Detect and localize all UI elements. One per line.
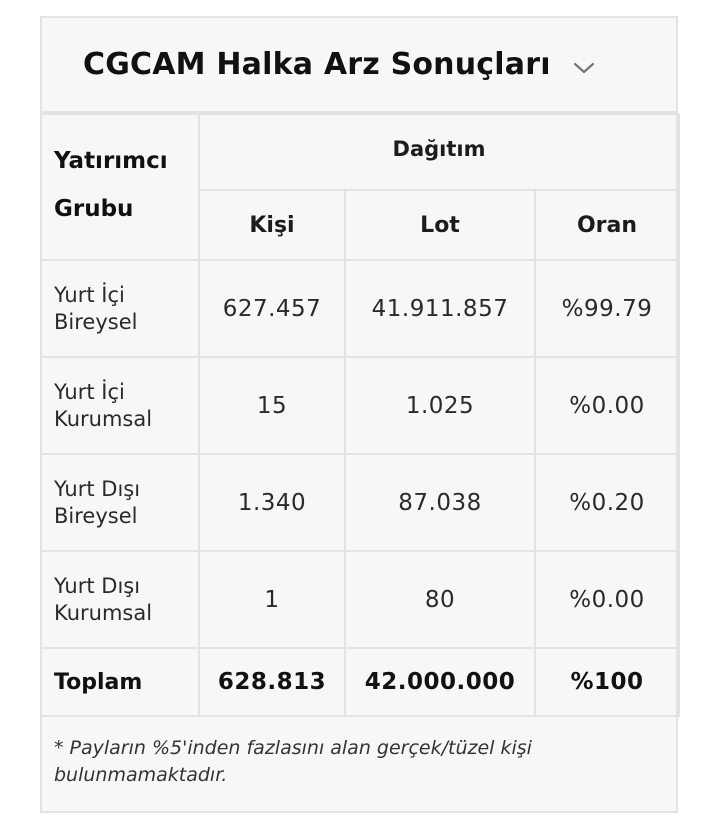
results-table: [40, 113, 680, 717]
cell-lot: 41.911.857: [345, 260, 535, 357]
header-kisi: Kişi: [199, 190, 345, 260]
header-oran: Oran: [535, 190, 679, 260]
row-group-line2: Bireysel: [54, 309, 138, 334]
row-group-line2: Bireysel: [54, 503, 138, 528]
ipo-results-card: [40, 16, 678, 813]
cell-oran: %99.79: [535, 260, 679, 357]
row-group-line1: Yurt İçi: [54, 379, 125, 404]
table-row: [41, 454, 679, 551]
table-row: [41, 551, 679, 648]
total-lot: 42.000.000: [345, 648, 535, 716]
row-group-line2: Kurumsal: [54, 600, 153, 625]
cell-lot: 1.025: [345, 357, 535, 454]
row-group-label: [41, 551, 199, 648]
header-distribution: Dağıtım: [199, 114, 679, 190]
row-group-line2: Kurumsal: [54, 406, 153, 431]
chevron-down-icon[interactable]: [571, 58, 597, 78]
header-investor-group: [41, 114, 199, 260]
cell-kisi: 1: [199, 551, 345, 648]
table-row: [41, 357, 679, 454]
total-row: [41, 648, 679, 716]
card-title: CGCAM Halka Arz Sonuçları: [83, 47, 551, 82]
cell-kisi: 1.340: [199, 454, 345, 551]
footnote: * Payların %5'inden fazlasını alan gerçek/tüzel kişi bulunmamaktadır.: [54, 737, 532, 786]
total-label: Toplam: [41, 648, 199, 716]
cell-lot: 80: [345, 551, 535, 648]
header-investor-group-line1: Yatırımcı: [54, 148, 168, 174]
cell-oran: %0.00: [535, 357, 679, 454]
cell-oran: %0.00: [535, 551, 679, 648]
cell-oran: %0.20: [535, 454, 679, 551]
total-kisi: 628.813: [199, 648, 345, 716]
row-group-line1: Yurt Dışı: [54, 573, 141, 598]
header-investor-group-line2: Grubu: [54, 196, 134, 222]
row-group-label: [41, 454, 199, 551]
header-lot: Lot: [345, 190, 535, 260]
card-header[interactable]: [42, 18, 676, 113]
cell-lot: 87.038: [345, 454, 535, 551]
row-group-line1: Yurt İçi: [54, 282, 125, 307]
total-oran: %100: [535, 648, 679, 716]
row-group-label: [41, 357, 199, 454]
row-group-label: [41, 260, 199, 357]
cell-kisi: 627.457: [199, 260, 345, 357]
row-group-line1: Yurt Dışı: [54, 476, 141, 501]
table-row: [41, 260, 679, 357]
cell-kisi: 15: [199, 357, 345, 454]
